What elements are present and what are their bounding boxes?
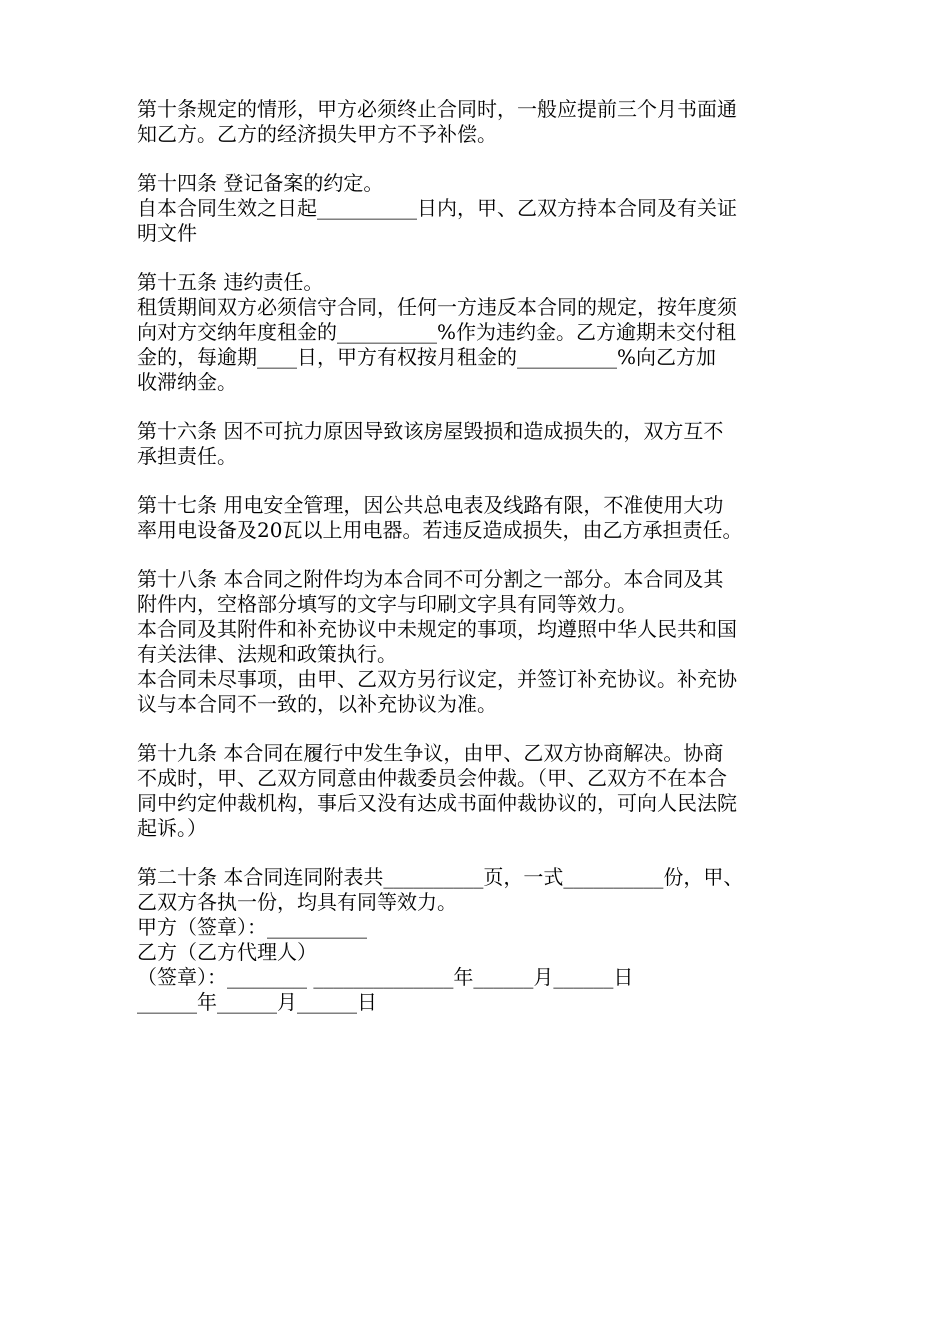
text-line: 乙双方各执一份，均具有同等效力。 bbox=[137, 890, 457, 914]
article-heading: 第十九条 本合同在履行中发生争议，由甲、乙双方协商解决。协商 bbox=[137, 741, 724, 765]
text-line: 同中约定仲裁机构，事后又没有达成书面仲裁协议的，可向人民法院 bbox=[137, 791, 737, 815]
text-line: 金的，每逾期____日，甲方有权按月租金的__________%向乙方加 bbox=[137, 345, 717, 369]
party-b-signature-date-line: （签章）：________ ______________年______月______日 bbox=[137, 965, 634, 989]
text-line: 起诉。） bbox=[137, 816, 207, 840]
text-line: 承担责任。 bbox=[137, 444, 237, 468]
date-line: ______年______月______日 bbox=[137, 990, 377, 1014]
paragraph-gap bbox=[137, 246, 837, 270]
text-line: 本合同及其附件和补充协议中未规定的事项，均遵照中华人民共和国 bbox=[137, 617, 737, 641]
text-line: 率用电设备及20瓦以上用电器。若违反造成损失，由乙方承担责任。 bbox=[137, 518, 743, 542]
paragraph-gap bbox=[137, 841, 837, 865]
text-line: 附件内，空格部分填写的文字与印刷文字具有同等效力。 bbox=[137, 592, 637, 616]
paragraph-gap bbox=[137, 717, 837, 741]
contract-page bbox=[137, 97, 837, 1015]
text-line: 明文件 bbox=[137, 221, 197, 245]
text-line: 知乙方。乙方的经济损失甲方不予补偿。 bbox=[137, 122, 497, 146]
party-b-label: 乙方（乙方代理人） bbox=[137, 940, 317, 964]
text-line: 第十条规定的情形，甲方必须终止合同时，一般应提前三个月书面通 bbox=[137, 97, 737, 121]
paragraph-gap bbox=[137, 543, 837, 567]
article-heading: 第十四条 登记备案的约定。 bbox=[137, 171, 384, 195]
text-line: 自本合同生效之日起__________日内，甲、乙双方持本合同及有关证 bbox=[137, 196, 737, 220]
text-line: 租赁期间双方必须信守合同，任何一方违反本合同的规定，按年度须 bbox=[137, 295, 737, 319]
text-line: 本合同未尽事项，由甲、乙双方另行议定，并签订补充协议。补充协 bbox=[137, 667, 737, 691]
text-line: 议与本合同不一致的，以补充协议为准。 bbox=[137, 692, 497, 716]
article-heading: 第十七条 用电安全管理，因公共总电表及线路有限，不准使用大功 bbox=[137, 493, 724, 517]
party-a-signature-line: 甲方（签章）：__________ bbox=[137, 915, 367, 939]
paragraph-gap bbox=[137, 395, 837, 419]
article-heading: 第二十条 本合同连同附表共__________页，一式__________份，甲、 bbox=[137, 865, 744, 889]
article-heading: 第十六条 因不可抗力原因导致该房屋毁损和造成损失的，双方互不 bbox=[137, 419, 724, 443]
text-line: 不成时，甲、乙双方同意由仲裁委员会仲裁。（甲、乙双方不在本合 bbox=[137, 766, 727, 790]
paragraph-gap bbox=[137, 469, 837, 493]
paragraph-gap bbox=[137, 147, 837, 171]
article-heading: 第十八条 本合同之附件均为本合同不可分割之一部分。本合同及其 bbox=[137, 567, 724, 591]
text-line: 有关法律、法规和政策执行。 bbox=[137, 642, 397, 666]
text-line: 向对方交纳年度租金的__________%作为违约金。乙方逾期未交付租 bbox=[137, 320, 737, 344]
article-heading: 第十五条 违约责任。 bbox=[137, 270, 324, 294]
text-line: 收滞纳金。 bbox=[137, 370, 237, 394]
